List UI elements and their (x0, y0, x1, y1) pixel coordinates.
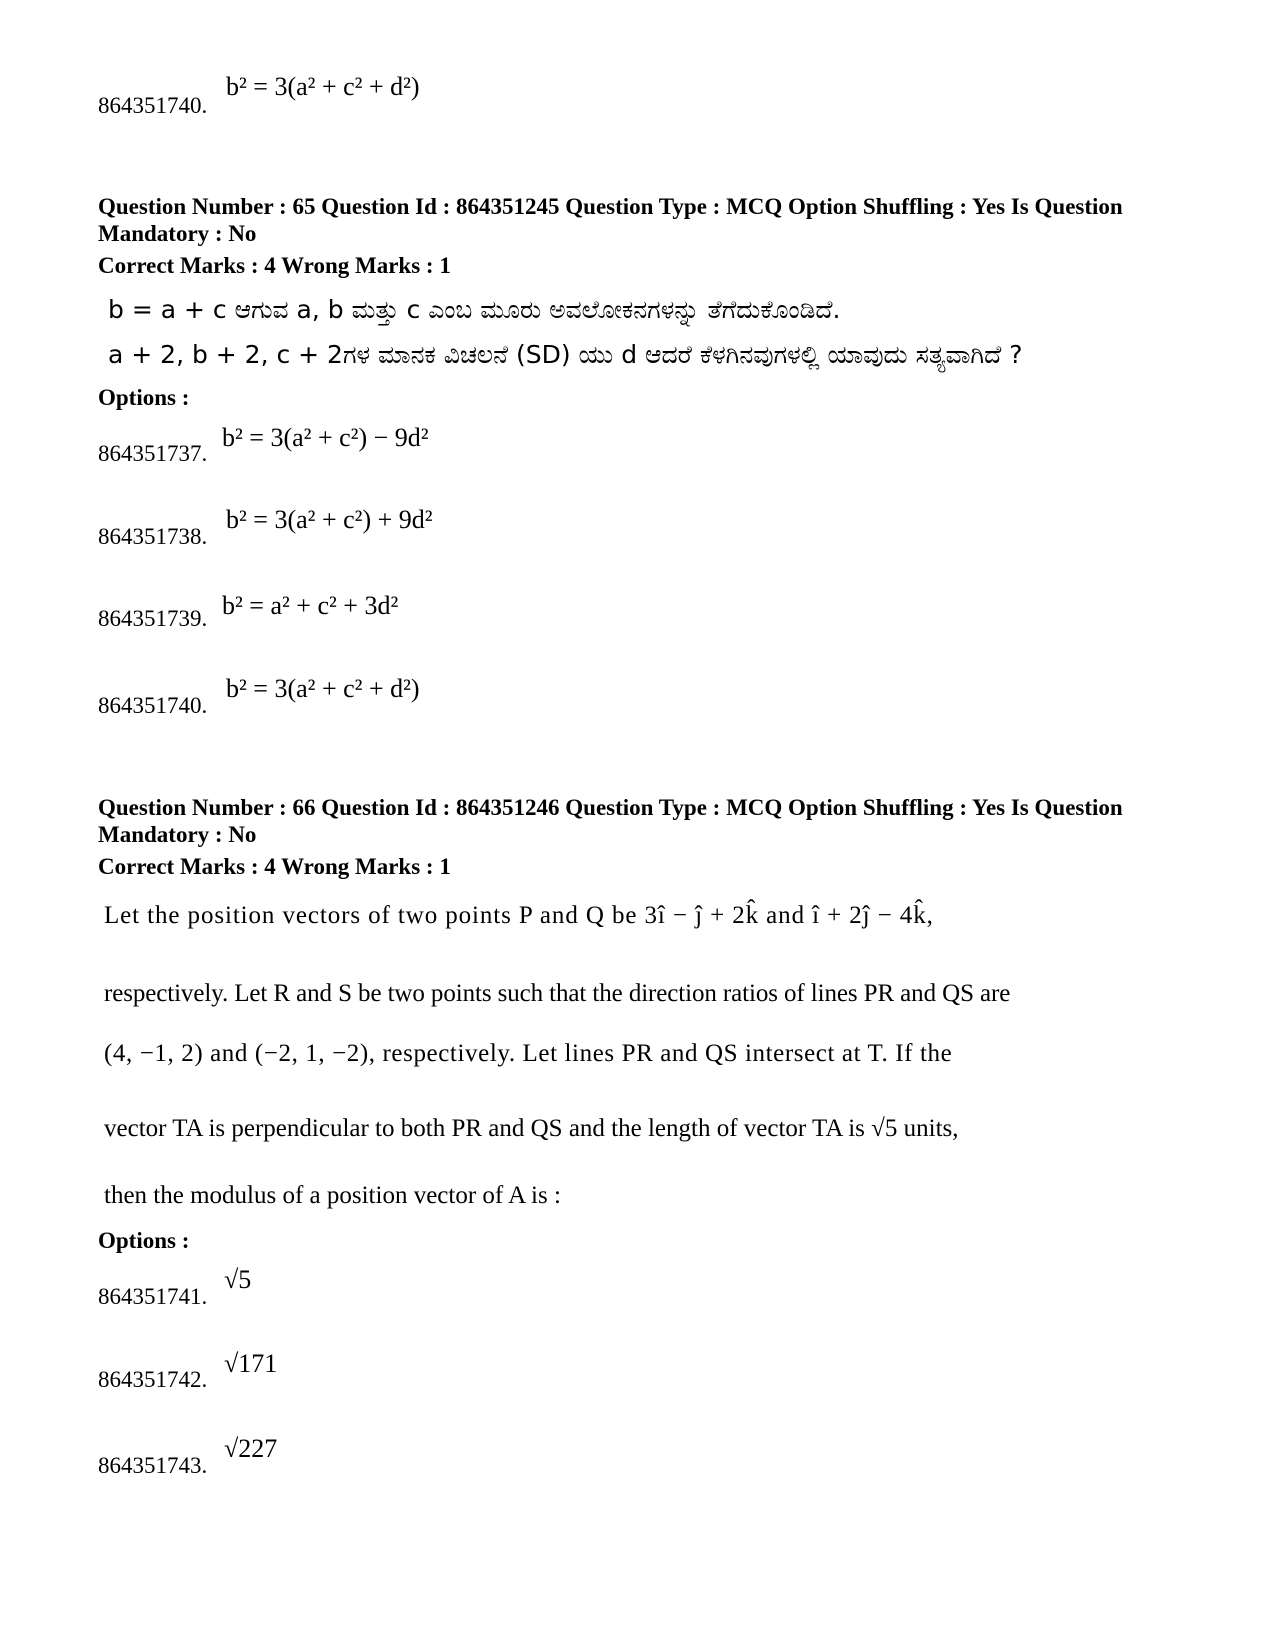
question-66-options-label: Options : (98, 1228, 190, 1253)
option-math: b² = 3(a² + c²) + 9d² (226, 505, 433, 534)
question-66-text-line4: vector TA is perpendicular to both PR and QS and the length of vector TA is √5 units, (104, 1115, 959, 1142)
option-id: 864351741. (98, 1284, 208, 1309)
option-math: √227 (224, 1434, 278, 1463)
question-65-options-label: Options : (98, 385, 190, 410)
question-65-text-line1: b = a + c ಆಗುವ a, b ಮತ್ತು c ಎಂಬ ಮೂರು ಅವಲೋಕನಗಳನ್ನು ತೆಗೆದುಕೊಂಡಿದೆ. (108, 295, 841, 324)
question-66-text-line3: (4, −1, 2) and (−2, 1, −2), respectively. Let lines PR and QS intersect at T. If the (104, 1040, 953, 1067)
question-65-marks: Correct Marks : 4 Wrong Marks : 1 (98, 253, 451, 278)
option-id: 864351743. (98, 1453, 208, 1478)
option-id: 864351739. (98, 606, 208, 631)
option-id: 864351737. (98, 441, 208, 466)
option-id: 864351738. (98, 524, 208, 549)
option-id: 864351742. (98, 1367, 208, 1392)
option-math: b² = a² + c² + 3d² (222, 591, 399, 620)
option-id: 864351740. (98, 93, 208, 118)
option-math: b² = 3(a² + c²) − 9d² (222, 423, 429, 452)
question-66-marks: Correct Marks : 4 Wrong Marks : 1 (98, 854, 451, 879)
option-math: b² = 3(a² + c² + d²) (226, 72, 420, 101)
question-66-header: Question Number : 66 Question Id : 864351246 Question Type : MCQ Option Shuffling : Yes Is Question Mandatory : No (98, 795, 1123, 847)
option-math: √171 (224, 1349, 278, 1378)
option-id: 864351740. (98, 693, 208, 718)
question-65-text-line2: a + 2, b + 2, c + 2ಗಳ ಮಾನಕ ವಿಚಲನೆ (SD) ಯು d ಆದರೆ ಕೆಳಗಿನವುಗಳಲ್ಲಿ ಯಾವುದು ಸತ್ಯವಾಗಿದೆ ? (108, 340, 1023, 369)
question-66-text-line2: respectively. Let R and S be two points such that the direction ratios of lines PR and QS are (104, 980, 1011, 1007)
question-66-text-line1: Let the position vectors of two points P and Q be 3î − ĵ + 2k̂ and î + 2ĵ − 4k̂, (104, 902, 934, 929)
question-66-text-line5: then the modulus of a position vector of A is : (104, 1182, 561, 1209)
option-math: b² = 3(a² + c² + d²) (226, 674, 420, 703)
option-math: √5 (224, 1265, 252, 1294)
question-65-header: Question Number : 65 Question Id : 864351245 Question Type : MCQ Option Shuffling : Yes Is Question Mandatory : No (98, 194, 1123, 246)
